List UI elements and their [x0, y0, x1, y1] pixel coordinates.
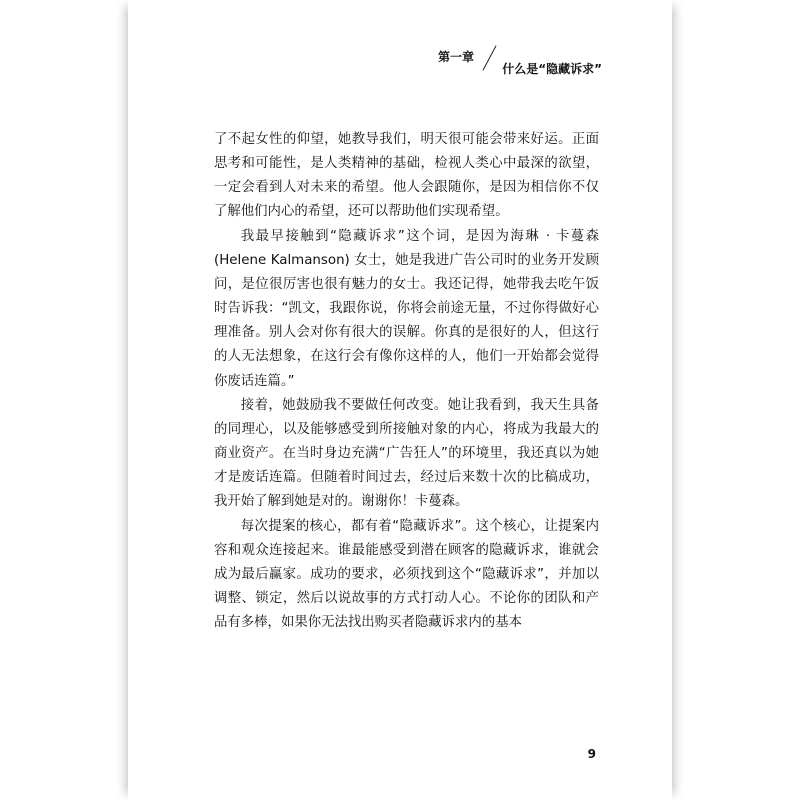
chapter-label: 第一章 — [437, 50, 474, 64]
body-text — [214, 128, 599, 635]
paragraph: 接着，她鼓励我不要做任何改变。她让我看到，我天生具备的同理心，以及能够感受到所接触对象的内心，将成为我最大的商业资产。在当时身边充满“广告狂人”的环境里，我还真以为她才是废话连篇。但随着时间过去，经过后来数十次的比稿成功，我开始了解到她是对的。谢谢你！卡蔓森。 — [214, 397, 599, 510]
paragraph: 我最早接触到“隐藏诉求”这个词，是因为海琳 · 卡蔓森(Helene Kalmanson) 女士，她是我进广告公司时的业务开发顾问，是位很厉害也很有魅力的女士。我还记得，她带我去吃午饭时告诉我：“凯文，我跟你说，你将会前途无量，不过你得做好心理准备。别人会对你有很大的误解。你真的是很好的人，但这行的人无法想象，在这行会有像你这样的人，他们一开始都会觉得你废话连篇。” — [214, 228, 599, 389]
header-divider — [482, 45, 496, 70]
book-page — [128, 0, 672, 800]
paragraph: 每次提案的核心，都有着“隐藏诉求”。这个核心，让提案内容和观众连接起来。谁最能感受到潜在顾客的隐藏诉求，谁就会成为最后赢家。成功的要求，必须找到这个“隐藏诉求”，并加以调整、锁定，然后以说故事的方式打动人心。不论你的团队和产品有多棒，如果你无法找出购买者隐藏诉求内的基本 — [214, 518, 599, 631]
page-number: 9 — [587, 747, 596, 761]
paragraph: 了不起女性的仰望，她教导我们，明天很可能会带来好运。正面思考和可能性，是人类精神的基础，检视人类心中最深的欲望，一定会看到人对未来的希望。他人会跟随你，是因为相信你不仅了解他们内心的希望，还可以帮助他们实现希望。 — [214, 132, 599, 220]
chapter-title: 什么是“隐藏诉求” — [502, 62, 602, 76]
